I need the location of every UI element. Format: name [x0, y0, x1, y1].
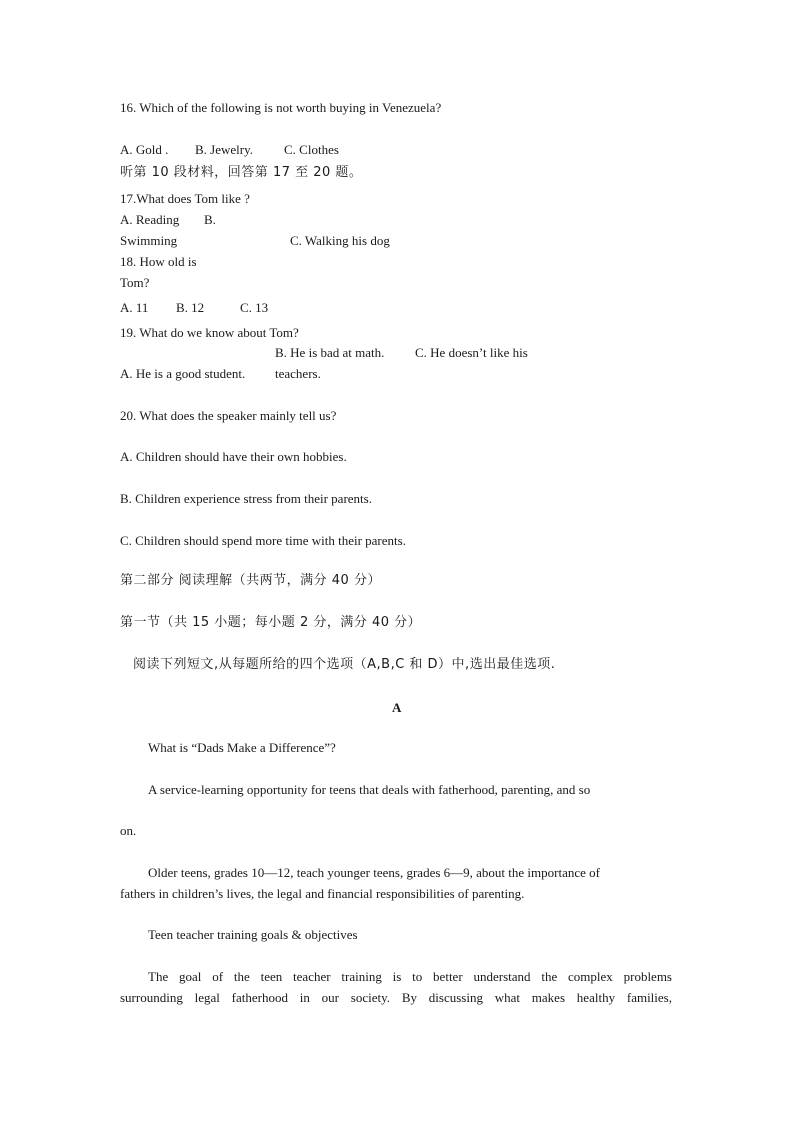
question-18-line1: 18. How old is [120, 254, 197, 269]
passage-paragraph-2-line2: on. [120, 823, 137, 838]
section-10-instruction: 听第 10 段材料，回答第 17 至 20 题。 [120, 165, 363, 180]
q20-option-a: A. Children should have their own hobbies. [120, 449, 347, 464]
q19-option-c-line1: C. He doesn’t like his [415, 345, 528, 360]
q16-option-a: A. Gold . [120, 142, 169, 157]
passage-paragraph-1: What is “Dads Make a Difference”? [148, 740, 336, 755]
passage-paragraph-3-line2: fathers in children’s lives, the legal and financial responsibilities of parenting. [120, 886, 525, 901]
q17-option-b-label: B. [204, 212, 216, 227]
q19-option-a: A. He is a good student. [120, 366, 246, 381]
question-19: 19. What do we know about Tom? [120, 325, 299, 340]
q18-option-b: B. 12 [176, 300, 205, 315]
passage-paragraph-3-line1: Older teens, grades 10—12, teach younger teens, grades 6—9, about the importance of [148, 865, 600, 880]
q20-option-b: B. Children experience stress from their parents. [120, 491, 372, 506]
passage-label: A [392, 700, 402, 715]
q18-option-a: A. 11 [120, 300, 149, 315]
part-two-heading: 第二部分 阅读理解（共两节，满分 40 分） [120, 573, 381, 588]
passage-paragraph-5-line1: The goal of the teen teacher training is to better understand the complex problems [148, 969, 672, 984]
q19-option-b: B. He is bad at math. [275, 345, 385, 360]
passage-paragraph-5-line2: surrounding legal fatherhood in our society. By discussing what makes healthy families, [120, 990, 672, 1005]
q17-option-b-text: Swimming [120, 233, 178, 248]
q17-option-a: A. Reading [120, 212, 180, 227]
q16-option-b: B. Jewelry. [195, 142, 254, 157]
q17-option-c: C. Walking his dog [290, 233, 390, 248]
question-17: 17.What does Tom like ? [120, 191, 250, 206]
q19-option-c-line2: teachers. [275, 366, 321, 381]
question-16: 16. Which of the following is not worth buying in Venezuela? [120, 100, 442, 115]
q16-option-c: C. Clothes [284, 142, 339, 157]
q18-option-c: C. 13 [240, 300, 269, 315]
passage-paragraph-4: Teen teacher training goals & objectives [148, 927, 358, 942]
q20-option-c: C. Children should spend more time with their parents. [120, 533, 406, 548]
passage-paragraph-2-line1: A service-learning opportunity for teens that deals with fatherhood, parenting, and so [148, 782, 591, 797]
question-18-line2: Tom? [120, 275, 150, 290]
section-one-heading: 第一节（共 15 小题；每小题 2 分，满分 40 分） [120, 615, 422, 630]
reading-instruction: 阅读下列短文,从每题所给的四个选项（A,B,C 和 D）中,选出最佳选项. [133, 657, 556, 672]
question-20: 20. What does the speaker mainly tell us? [120, 408, 337, 423]
